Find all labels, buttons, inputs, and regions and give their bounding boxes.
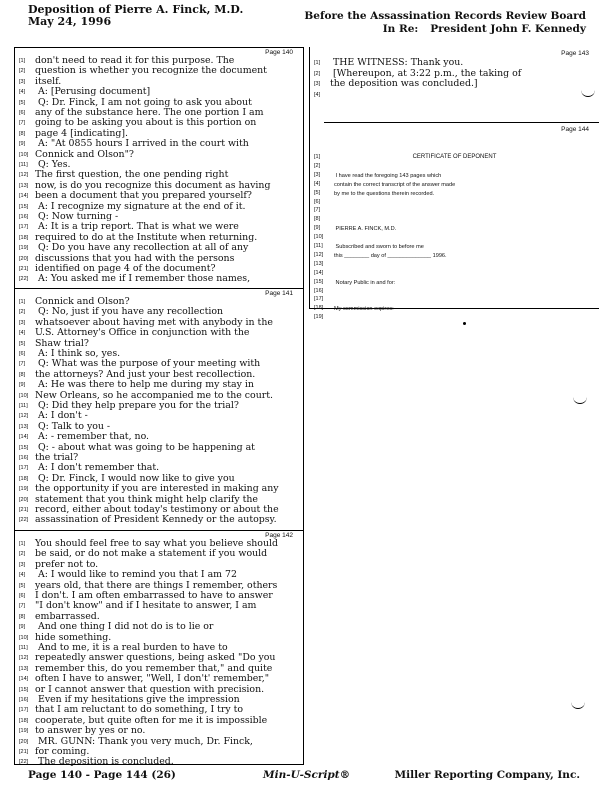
line-text: discussions that you had with the persons	[35, 252, 235, 264]
line-number: [22]	[19, 759, 29, 766]
certificate-line	[314, 270, 334, 278]
line-text: Q: Dr. Finck, I would now like to give you	[35, 472, 235, 484]
line-text: Q: Talk to you -	[35, 420, 111, 432]
page-number-label: Page 140	[265, 49, 293, 56]
line-text: I don't. I am often embarrassed to have to answer	[35, 590, 273, 601]
line-text: the deposition was concluded.]	[330, 78, 478, 89]
line-number: [15]	[314, 278, 324, 285]
line-number: [10]	[314, 234, 324, 241]
line-text: New Orleans, so he accompanied me to the court.	[35, 389, 273, 401]
line-number: [4]	[19, 572, 26, 579]
deposition-date: May 24, 1996	[28, 15, 112, 28]
line-number: [14]	[19, 434, 29, 441]
line-text: embarrassed.	[35, 610, 100, 622]
certificate-line	[314, 288, 334, 296]
line-text: Q: Did they help prepare you for the trial?	[35, 400, 239, 411]
line-number: [20]	[19, 496, 29, 503]
case-name: President John F. Kennedy	[430, 23, 586, 35]
transcript-line	[19, 756, 174, 768]
line-number: [14]	[314, 269, 324, 276]
line-number: [3]	[19, 78, 26, 85]
line-text: question is whether you recognize the document	[35, 65, 267, 77]
line-number: [4]	[314, 91, 321, 98]
line-number: [3]	[314, 81, 321, 87]
certificate-line	[314, 296, 334, 304]
certificate-line	[314, 225, 396, 233]
line-number: [19]	[19, 728, 29, 735]
line-text: the attorneys? And just your best recollection.	[35, 368, 256, 380]
line-number: [10]	[19, 151, 29, 158]
line-text: And to me, it is a real burden to have to	[35, 642, 228, 653]
line-number: [20]	[19, 738, 29, 745]
certificate-line	[314, 181, 455, 189]
line-number: [15]	[19, 444, 29, 451]
line-text: And one thing I did not do is to lie or	[35, 621, 214, 633]
page-number-label: Page 141	[265, 290, 293, 297]
line-number: [21]	[19, 749, 29, 755]
line-number: [16]	[19, 455, 29, 461]
page-143	[310, 47, 599, 122]
line-text: be said, or do not make a statement if you would	[35, 548, 268, 560]
line-number: [4]	[19, 330, 26, 337]
header-right	[304, 10, 586, 36]
line-number: [18]	[19, 475, 29, 482]
line-text: PIERRE A. FINCK, M.D.	[334, 226, 397, 233]
line-text: contain the correct transcript of the answer made	[334, 181, 456, 188]
line-number: [18]	[19, 234, 29, 241]
deposition-title: Deposition of Pierre A. Finck, M.D.	[28, 3, 244, 16]
line-number: [8]	[314, 216, 321, 223]
line-number: [1]	[314, 154, 321, 160]
certificate-line	[314, 234, 334, 242]
line-text: page 4 [indicating].	[35, 127, 129, 139]
page-144	[310, 123, 599, 321]
line-number: [4]	[314, 180, 321, 187]
ink-dot	[463, 322, 466, 325]
page-142	[15, 531, 303, 768]
line-number: [15]	[19, 203, 29, 210]
certificate-title: CERTIFICATE OF DEPONENT	[412, 154, 497, 160]
line-number: [15]	[19, 686, 29, 693]
line-text: Q: No, just if you have any recollection	[35, 306, 224, 318]
line-number: [10]	[19, 392, 29, 399]
line-text: Subscribed and sworn to before me	[334, 244, 424, 250]
line-number: [3]	[314, 171, 321, 178]
certificate-line	[314, 199, 334, 207]
line-text: Q: - about what was going to be happening at	[35, 441, 255, 453]
line-number: [2]	[314, 162, 321, 169]
line-text: Q: Dr. Finck, I am not going to ask you about	[35, 96, 252, 108]
line-number: [10]	[19, 634, 29, 641]
page-number-label: Page 142	[265, 532, 293, 539]
line-number: [3]	[19, 319, 26, 326]
line-text: Q: Now turning -	[35, 211, 119, 222]
line-number: [17]	[19, 707, 29, 714]
line-text: repeatedly answer questions, being asked "Do you	[35, 652, 276, 664]
line-text: Even if my hesitations give the impression	[35, 694, 240, 705]
line-number: [8]	[19, 130, 26, 137]
certificate-line	[314, 207, 334, 215]
line-text: for coming.	[35, 746, 90, 757]
line-number: [4]	[19, 89, 26, 96]
line-number: [17]	[19, 224, 29, 231]
line-text: now, is do you recognize this document as having	[35, 179, 271, 191]
certificate-line	[314, 261, 334, 269]
line-text: THE WITNESS: Thank you.	[330, 57, 464, 68]
line-text: cooperate, but quite often for me it is impossible	[35, 714, 268, 726]
right-column	[309, 47, 599, 321]
line-number: [7]	[19, 361, 26, 368]
line-number: [1]	[19, 299, 26, 305]
line-number: [9]	[19, 624, 26, 631]
line-number: [13]	[19, 182, 29, 189]
line-text: My commission expires:	[334, 306, 394, 313]
line-text: required to do at the Institute when returning.	[35, 231, 258, 243]
line-number: [9]	[19, 141, 26, 148]
line-number: [13]	[314, 260, 324, 267]
line-text: A: You asked me if I remember those names,	[35, 273, 251, 285]
line-number: [16]	[19, 214, 29, 220]
line-number: [18]	[314, 305, 324, 312]
line-number: [8]	[19, 371, 26, 378]
line-text: Q: Do you have any recollection at all of any	[35, 242, 249, 254]
line-text: Notary Public in and for:	[334, 279, 396, 286]
line-text: Q: What was the purpose of your meeting with	[35, 358, 261, 370]
line-number: [7]	[19, 603, 26, 610]
line-number: [2]	[19, 551, 26, 558]
line-number: [6]	[19, 351, 26, 357]
line-text: remember this, do you remember that," and quite	[35, 662, 273, 674]
line-number: [11]	[19, 162, 28, 168]
check-mark-icon	[573, 395, 587, 404]
certificate-line	[314, 216, 334, 224]
line-number: [12]	[19, 413, 29, 420]
line-text: the opportunity if you are interested in making any	[35, 483, 279, 495]
page-number-label: Page 143	[561, 50, 589, 57]
line-text: by me to the questions therein recorded.	[334, 190, 435, 197]
line-text: The first question, the one pending right	[35, 169, 229, 181]
line-number: [8]	[19, 613, 26, 620]
certificate-line	[314, 252, 447, 260]
line-number: [17]	[19, 465, 29, 472]
certificate-line	[314, 305, 394, 313]
certificate-line	[314, 172, 441, 180]
line-number: [19]	[19, 486, 29, 493]
line-text: identified on page 4 of the document?	[35, 263, 216, 274]
line-number: [2]	[19, 309, 26, 316]
line-text: years old, that there are things I remember, others	[35, 579, 278, 591]
line-text: A: [Perusing document]	[35, 86, 151, 98]
board-title: Before the Assassination Records Review Board	[304, 10, 586, 22]
line-number: [11]	[19, 403, 28, 409]
transcript-line	[19, 514, 277, 526]
line-text: A: It is a trip report. That is what we were	[35, 221, 239, 233]
transcript-line	[314, 89, 330, 101]
line-text: A: I don't -	[35, 410, 88, 422]
left-column	[14, 47, 304, 768]
line-text: U.S. Attorney's Office in conjunction with the	[35, 327, 250, 339]
line-text: A: I recognize my signature at the end of it.	[35, 200, 246, 212]
line-text: any of the substance here. The one portion I am	[35, 107, 264, 118]
line-number: [2]	[314, 70, 321, 77]
line-text: this ________ day of ______________ 1996.	[334, 252, 447, 259]
line-number: [19]	[314, 314, 324, 321]
line-number: [6]	[19, 593, 26, 599]
line-text: I have read the foregoing 143 pages which	[334, 172, 442, 179]
line-number: [9]	[19, 382, 26, 389]
line-text: Shaw trial?	[35, 337, 89, 349]
line-number: [3]	[19, 561, 26, 568]
line-number: [1]	[19, 58, 26, 64]
line-number: [5]	[19, 582, 26, 589]
line-text: hide something.	[35, 631, 112, 643]
line-text: A: "At 0855 hours I arrived in the court with	[35, 138, 249, 150]
line-text: Connick and Olson"?	[35, 148, 134, 160]
certificate-line	[314, 154, 334, 162]
line-number: [21]	[19, 266, 29, 272]
line-number: [7]	[19, 120, 26, 127]
page-140	[15, 48, 303, 288]
line-number: [14]	[19, 676, 29, 683]
line-number: [22]	[19, 517, 29, 524]
line-number: [6]	[314, 198, 321, 205]
line-text: often I have to answer, "Well, I don't' remember,"	[35, 673, 269, 685]
line-text: don't need to read it for this purpose. The	[35, 55, 235, 66]
line-text: A: I think so, yes.	[35, 348, 121, 359]
line-number: [1]	[19, 541, 26, 547]
line-number: [18]	[19, 717, 29, 724]
line-text: that I am reluctant to do something, I try to	[35, 704, 244, 716]
line-text: or I cannot answer that question with precision.	[35, 683, 265, 695]
page-141	[15, 289, 303, 529]
line-text: whatsoever about having met with anybody in the	[35, 316, 273, 328]
line-number: [17]	[314, 296, 324, 303]
line-text: the trial?	[35, 452, 79, 463]
line-text: Q: Yes.	[35, 159, 71, 170]
header-left	[28, 4, 243, 28]
footer-page-range: Page 140 - Page 144 (26)	[28, 769, 176, 781]
certificate-line	[314, 314, 334, 322]
certificate-line	[314, 243, 424, 251]
line-number: [13]	[19, 423, 29, 430]
line-text: prefer not to.	[35, 558, 99, 570]
footer-brand: Min-U-Script®	[263, 769, 351, 781]
line-number: [22]	[19, 276, 29, 283]
line-number: [11]	[314, 243, 323, 249]
line-text: A: I don't remember that.	[35, 462, 160, 474]
certificate-line	[314, 279, 395, 287]
line-text: MR. GUNN: Thank you very much, Dr. Finck,	[35, 735, 253, 747]
line-text: A: I would like to remind you that I am 72	[35, 569, 237, 581]
line-text: statement that you think might help clarify the	[35, 493, 258, 505]
certificate-line	[314, 190, 434, 198]
line-number: [1]	[314, 60, 321, 66]
line-number: [12]	[314, 251, 324, 258]
line-number: [5]	[19, 99, 26, 106]
transcript-line	[314, 78, 478, 90]
line-text: A: He was there to help me during my stay in	[35, 379, 254, 391]
page-number-label: Page 144	[561, 126, 589, 133]
line-number: [6]	[19, 110, 26, 116]
line-text: to answer by yes or no.	[35, 725, 146, 737]
line-text: Connick and Olson?	[35, 296, 130, 307]
line-number: [14]	[19, 193, 29, 200]
check-mark-icon	[571, 700, 585, 709]
line-number: [19]	[19, 245, 29, 252]
line-number: [20]	[19, 255, 29, 262]
line-number: [21]	[19, 507, 29, 513]
line-number: [12]	[19, 655, 29, 662]
footer-company: Miller Reporting Company, Inc.	[394, 769, 580, 781]
line-number: [9]	[314, 225, 321, 232]
line-text: The deposition is concluded.	[35, 756, 174, 768]
line-text: going to be asking you about is this portion on	[35, 117, 257, 129]
line-text: "I don't know" and if I hesitate to answer, I am	[35, 600, 257, 612]
line-number: [2]	[19, 68, 26, 75]
line-number: [11]	[19, 645, 28, 651]
in-re-label: In Re:	[382, 23, 419, 35]
line-number: [13]	[19, 665, 29, 672]
transcript-line	[19, 273, 250, 285]
line-text: [Whereupon, at 3:22 p.m., the taking of	[330, 67, 522, 79]
line-text: record, either about today's testimony or about the	[35, 504, 279, 515]
certificate-line	[314, 163, 334, 171]
line-number: [5]	[19, 340, 26, 347]
line-number: [12]	[19, 172, 29, 179]
line-text: assassination of President Kennedy or the autopsy.	[35, 514, 277, 526]
line-text: been a document that you prepared yourself?	[35, 190, 252, 202]
line-text: itself.	[35, 75, 62, 87]
line-text: A: - remember that, no.	[35, 431, 150, 443]
line-number: [7]	[314, 207, 321, 214]
line-number: [16]	[314, 287, 324, 294]
line-number: [16]	[19, 697, 29, 703]
line-text: You should feel free to say what you believe should	[35, 538, 278, 549]
line-number: [5]	[314, 189, 321, 196]
